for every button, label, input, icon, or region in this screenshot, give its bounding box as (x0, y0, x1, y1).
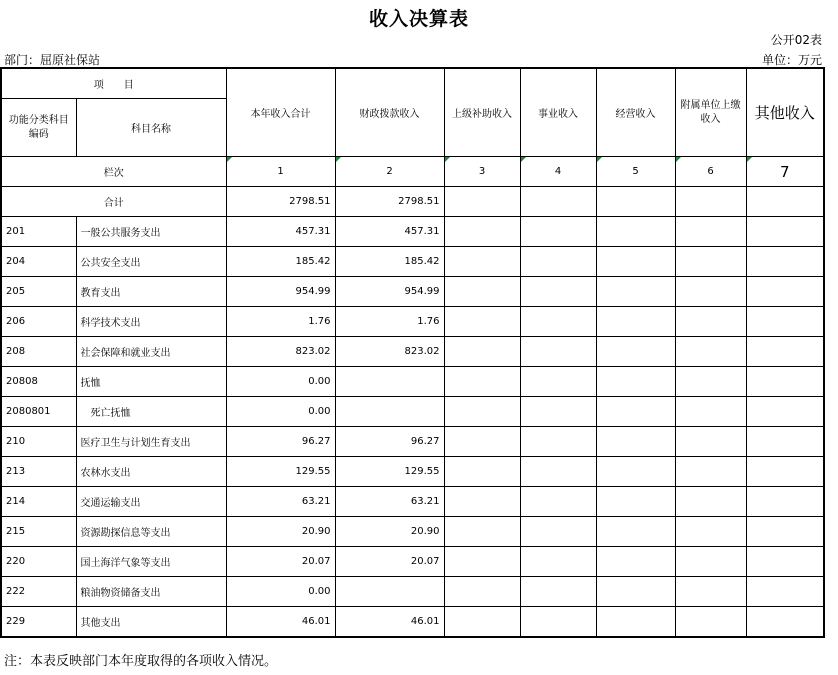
header-code: 功能分类科目编码 (1, 99, 76, 157)
department-label: 部门：屈原社保站 (4, 53, 101, 67)
empty-cell (746, 487, 824, 517)
empty-cell (520, 187, 596, 217)
row-name: 一般公共服务支出 (76, 217, 226, 247)
header-col-5: 经营收入 (596, 68, 675, 157)
empty-cell (444, 277, 520, 307)
form-code: 公开02表 (770, 33, 822, 47)
row-total: 457.31 (226, 217, 335, 247)
empty-cell (520, 547, 596, 577)
row-name: 国土海洋气象等支出 (76, 547, 226, 577)
order-label: 栏次 (1, 157, 226, 187)
header-col-4: 事业收入 (520, 68, 596, 157)
empty-cell (596, 397, 675, 427)
table-row (1, 337, 824, 367)
empty-cell (520, 487, 596, 517)
row-total: 0.00 (226, 367, 335, 397)
table-row (1, 427, 824, 457)
footnote: 注：本表反映部门本年度取得的各项收入情况。 (4, 654, 278, 669)
header-col-3: 上级补助收入 (444, 68, 520, 157)
row-total: 0.00 (226, 397, 335, 427)
row-code: 229 (1, 607, 76, 638)
report-title: 收入决算表 (368, 8, 469, 30)
row-fiscal: 20.90 (335, 517, 444, 547)
empty-cell (675, 247, 746, 277)
order-num-4: 4 (520, 157, 596, 187)
empty-cell (444, 337, 520, 367)
empty-cell (444, 217, 520, 247)
header-name: 科目名称 (76, 99, 226, 157)
row-total: 185.42 (226, 247, 335, 277)
row-code: 215 (1, 517, 76, 547)
row-total: 63.21 (226, 487, 335, 517)
row-name: 社会保障和就业支出 (76, 337, 226, 367)
table-row (1, 307, 824, 337)
empty-cell (746, 187, 824, 217)
empty-cell (746, 457, 824, 487)
row-fiscal: 20.07 (335, 547, 444, 577)
empty-cell (444, 367, 520, 397)
empty-cell (596, 277, 675, 307)
order-num-2: 2 (335, 157, 444, 187)
row-fiscal: 129.55 (335, 457, 444, 487)
row-name: 教育支出 (76, 277, 226, 307)
row-name: 医疗卫生与计划生育支出 (76, 427, 226, 457)
order-num-5: 5 (596, 157, 675, 187)
empty-cell (520, 607, 596, 638)
row-fiscal: 63.21 (335, 487, 444, 517)
row-fiscal: 96.27 (335, 427, 444, 457)
empty-cell (675, 517, 746, 547)
row-code: 208 (1, 337, 76, 367)
table-row (1, 277, 824, 307)
table-row (1, 217, 824, 247)
row-code: 210 (1, 427, 76, 457)
header-col-2: 财政拨款收入 (335, 68, 444, 157)
empty-cell (520, 247, 596, 277)
empty-cell (444, 307, 520, 337)
row-name: 抚恤 (76, 367, 226, 397)
row-total: 823.02 (226, 337, 335, 367)
empty-cell (596, 487, 675, 517)
empty-cell (675, 547, 746, 577)
total-income: 2798.51 (226, 187, 335, 217)
empty-cell (444, 397, 520, 427)
row-total: 129.55 (226, 457, 335, 487)
header-col-1: 本年收入合计 (226, 68, 335, 157)
table-row (1, 457, 824, 487)
empty-cell (520, 517, 596, 547)
table-row (1, 577, 824, 607)
table-row (1, 397, 824, 427)
row-total: 20.07 (226, 547, 335, 577)
empty-cell (596, 217, 675, 247)
empty-cell (675, 217, 746, 247)
table-row (1, 547, 824, 577)
header-col-7: 其他收入 (746, 68, 824, 157)
header-col-6: 附属单位上缴收入 (675, 68, 746, 157)
unit-label: 单位：万元 (761, 53, 822, 67)
row-fiscal: 823.02 (335, 337, 444, 367)
total-label: 合计 (1, 187, 226, 217)
row-total: 0.00 (226, 577, 335, 607)
row-fiscal (335, 367, 444, 397)
empty-cell (444, 187, 520, 217)
row-name: 农林水支出 (76, 457, 226, 487)
income-table (0, 67, 825, 638)
empty-cell (675, 307, 746, 337)
empty-cell (746, 577, 824, 607)
row-code: 220 (1, 547, 76, 577)
empty-cell (596, 607, 675, 638)
empty-cell (746, 247, 824, 277)
row-total: 1.76 (226, 307, 335, 337)
row-name: 死亡抚恤 (76, 397, 226, 427)
row-code: 206 (1, 307, 76, 337)
empty-cell (520, 277, 596, 307)
empty-cell (675, 427, 746, 457)
order-num-6: 6 (675, 157, 746, 187)
empty-cell (596, 247, 675, 277)
empty-cell (746, 367, 824, 397)
empty-cell (596, 547, 675, 577)
order-num-1: 1 (226, 157, 335, 187)
empty-cell (675, 487, 746, 517)
row-code: 213 (1, 457, 76, 487)
row-total: 96.27 (226, 427, 335, 457)
total-fiscal: 2798.51 (335, 187, 444, 217)
empty-cell (596, 307, 675, 337)
row-code: 214 (1, 487, 76, 517)
empty-cell (520, 217, 596, 247)
empty-cell (746, 607, 824, 638)
empty-cell (444, 457, 520, 487)
row-total: 46.01 (226, 607, 335, 638)
row-total: 954.99 (226, 277, 335, 307)
empty-cell (675, 337, 746, 367)
table-row (1, 517, 824, 547)
empty-cell (520, 427, 596, 457)
empty-cell (444, 547, 520, 577)
empty-cell (520, 457, 596, 487)
row-code: 222 (1, 577, 76, 607)
empty-cell (520, 337, 596, 367)
empty-cell (520, 307, 596, 337)
empty-cell (675, 577, 746, 607)
empty-cell (746, 517, 824, 547)
empty-cell (596, 577, 675, 607)
empty-cell (675, 187, 746, 217)
order-num-7: 7 (746, 157, 824, 187)
row-code: 205 (1, 277, 76, 307)
empty-cell (746, 217, 824, 247)
row-name: 资源勘探信息等支出 (76, 517, 226, 547)
row-name: 科学技术支出 (76, 307, 226, 337)
empty-cell (746, 307, 824, 337)
header-item: 项 目 (1, 68, 226, 99)
empty-cell (520, 367, 596, 397)
row-name: 粮油物资储备支出 (76, 577, 226, 607)
empty-cell (675, 367, 746, 397)
table-row (1, 247, 824, 277)
empty-cell (675, 277, 746, 307)
row-code: 201 (1, 217, 76, 247)
row-fiscal: 46.01 (335, 607, 444, 638)
empty-cell (520, 577, 596, 607)
empty-cell (675, 457, 746, 487)
row-code: 204 (1, 247, 76, 277)
empty-cell (596, 367, 675, 397)
empty-cell (444, 427, 520, 457)
row-fiscal: 457.31 (335, 217, 444, 247)
empty-cell (596, 337, 675, 367)
empty-cell (444, 247, 520, 277)
row-fiscal: 185.42 (335, 247, 444, 277)
empty-cell (520, 397, 596, 427)
table-row (1, 607, 824, 638)
empty-cell (444, 487, 520, 517)
row-code: 2080801 (1, 397, 76, 427)
row-fiscal (335, 397, 444, 427)
table-row (1, 487, 824, 517)
empty-cell (596, 187, 675, 217)
row-fiscal (335, 577, 444, 607)
table-row (1, 367, 824, 397)
empty-cell (596, 517, 675, 547)
empty-cell (746, 427, 824, 457)
order-num-3: 3 (444, 157, 520, 187)
row-name: 其他支出 (76, 607, 226, 638)
empty-cell (675, 607, 746, 638)
empty-cell (746, 547, 824, 577)
row-fiscal: 954.99 (335, 277, 444, 307)
empty-cell (746, 277, 824, 307)
empty-cell (675, 397, 746, 427)
empty-cell (746, 397, 824, 427)
row-name: 公共安全支出 (76, 247, 226, 277)
empty-cell (444, 577, 520, 607)
row-fiscal: 1.76 (335, 307, 444, 337)
row-name: 交通运输支出 (76, 487, 226, 517)
empty-cell (444, 517, 520, 547)
empty-cell (444, 607, 520, 638)
row-code: 20808 (1, 367, 76, 397)
empty-cell (596, 427, 675, 457)
empty-cell (596, 457, 675, 487)
empty-cell (746, 337, 824, 367)
row-total: 20.90 (226, 517, 335, 547)
